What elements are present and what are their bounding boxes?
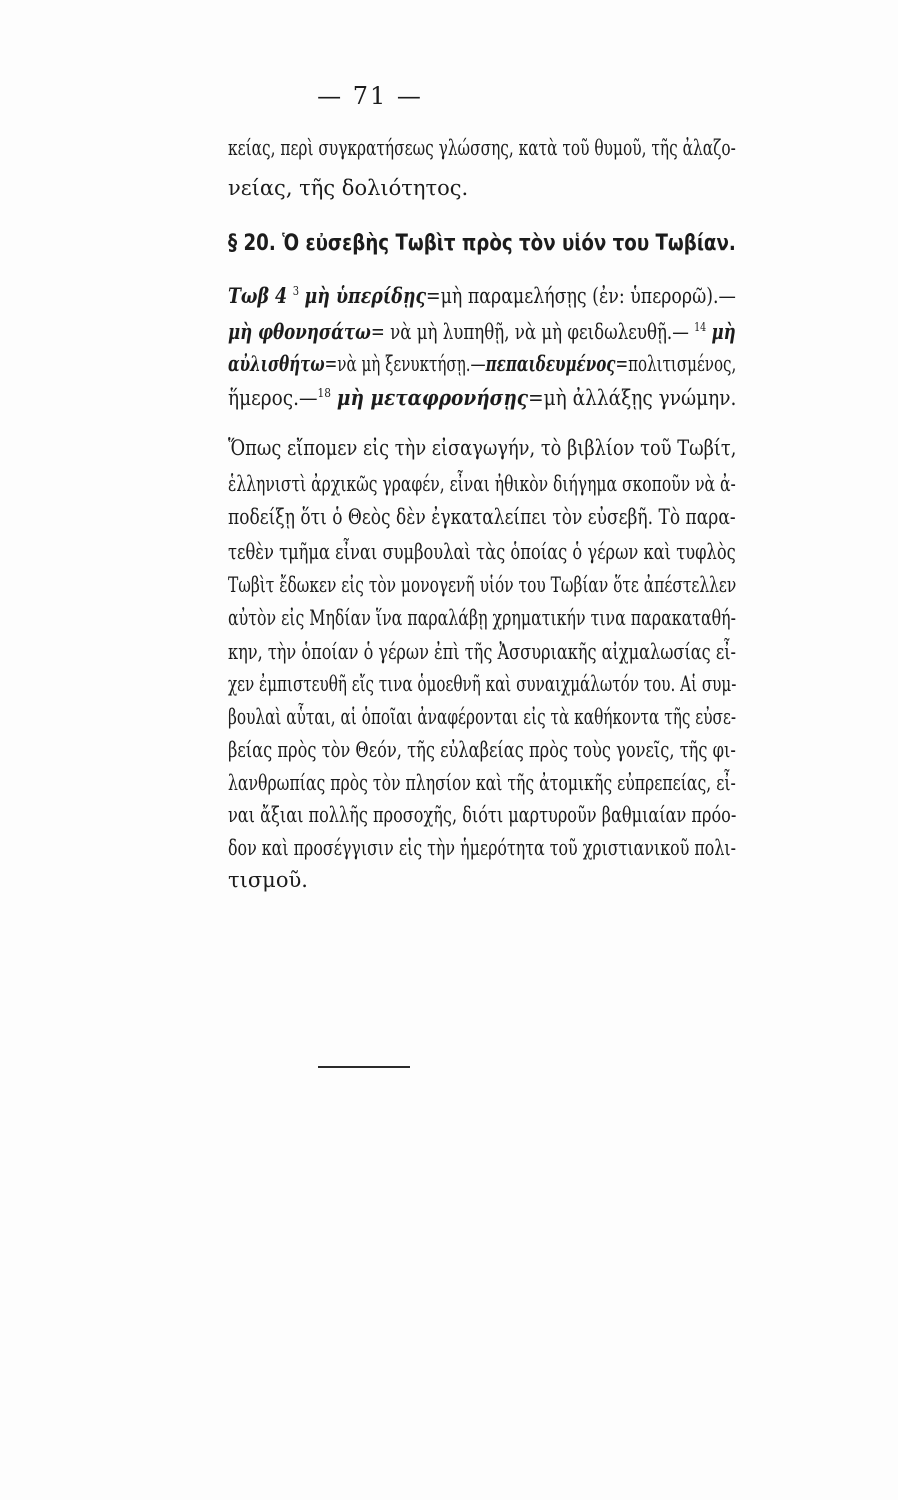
glossary-lemma: μὴ μεταφρονήσῃς	[336, 385, 529, 410]
glossary-definition: ἥμερος.—	[228, 386, 318, 410]
glossary-lemma: μὴ φθονησάτω	[228, 319, 371, 344]
glossary-line-2	[228, 318, 736, 346]
glossary-lemma: μὴ ὑπερίδῃς	[304, 283, 427, 308]
glossary-lemma: μὴ	[711, 319, 736, 344]
body-line-4: τεθὲν τμῆμα εἶναι συμβουλαὶ τὰς ὁποίας ὁ γέρων καὶ τυφλὸς	[228, 540, 736, 564]
glossary-definition: =μὴ παραμελήσῃς (ἐν: ὑπερορῶ).—	[426, 284, 736, 308]
glossary-definition: =πολιτισμένος,	[615, 352, 736, 376]
glossary-lemma: πεπαιδευμένος	[485, 351, 616, 376]
body-line-10: βείας πρὸς τὸν Θεόν, τῆς εὐλαβείας πρὸς τοὺς γονεῖς, τῆς φι-	[228, 738, 736, 762]
body-line-2: ἑλληνιστὶ ἀρχικῶς γραφέν, εἶναι ἠθικὸν διήγημα σκοποῦν νὰ ἀ-	[228, 472, 736, 496]
verse-number: 18	[317, 386, 332, 400]
verse-number: 3	[292, 284, 300, 298]
intro-line-1: κείας, περὶ συγκρατήσεως γλώσσης, κατὰ τοῦ θυμοῦ, τῆς ἀλαζο-	[228, 136, 736, 160]
body-line-12: ναι ἄξιαι πολλῆς προσοχῆς, διότι μαρτυροῦν βαθμιαίαν πρόο-	[228, 803, 736, 827]
glossary-ref: Τωβ 4	[228, 283, 288, 308]
glossary-lemma: αὐλισθήτω	[228, 351, 325, 376]
glossary-line-4	[228, 384, 736, 412]
body-line-3: ποδείξῃ ὅτι ὁ Θεὸς δὲν ἐγκαταλείπει τὸν εὐσεβῆ. Τὸ παρα-	[228, 505, 736, 529]
glossary-definition: = νὰ μὴ λυπηθῇ, νὰ μὴ φειδωλευθῇ.—	[370, 320, 689, 344]
glossary-line-3	[228, 350, 736, 378]
section-heading: § 20. Ὁ εὐσεβὴς Τωβὶτ πρὸς τὸν υἱόν του Τωβίαν.	[228, 231, 736, 256]
body-line-13: δον καὶ προσέγγισιν εἰς τὴν ἡμερότητα τοῦ χριστιανικοῦ πολι-	[228, 836, 736, 860]
intro-line-2: νείας, τῆς δολιότητος.	[228, 176, 469, 200]
body-line-1: Ὅπως εἴπομεν εἰς τὴν εἰσαγωγήν, τὸ βιβλίον τοῦ Τωβίτ,	[228, 436, 736, 460]
body-line-9: βουλαὶ αὗται, αἱ ὁποῖαι ἀναφέρονται εἰς τὰ καθήκοντα τῆς εὐσε-	[228, 705, 736, 729]
body-line-11: λανθρωπίας πρὸς τὸν πλησίον καὶ τῆς ἀτομικῆς εὐπρεπείας, εἶ-	[228, 771, 736, 795]
body-line-6: αὐτὸν εἰς Μηδίαν ἵνα παραλάβῃ χρηματικήν τινα παρακαταθή-	[228, 606, 736, 630]
glossary-line-1	[228, 282, 736, 310]
verse-number: 14	[694, 320, 707, 334]
page-number: — 71 —	[317, 82, 423, 110]
end-rule	[318, 1066, 410, 1068]
body-line-7: κην, τὴν ὁποίαν ὁ γέρων ἐπὶ τῆς Ἀσσυριακῆς αἰχμαλωσίας εἶ-	[228, 640, 736, 664]
glossary-definition: =μὴ ἀλλάξῃς γνώμην.	[528, 386, 736, 410]
body-line-14: τισμοῦ.	[228, 868, 308, 892]
body-line-5: Τωβὶτ ἔδωκεν εἰς τὸν μονογενῆ υἱόν του Τωβίαν ὅτε ἀπέστελλεν	[228, 573, 736, 597]
glossary-definition: =νὰ μὴ ξενυκτήσῃ.—	[324, 352, 486, 376]
body-line-8: χεν ἐμπιστευθῆ εἴς τινα ὁμοεθνῆ καὶ συναιχμάλωτόν του. Αἱ συμ-	[228, 672, 736, 696]
